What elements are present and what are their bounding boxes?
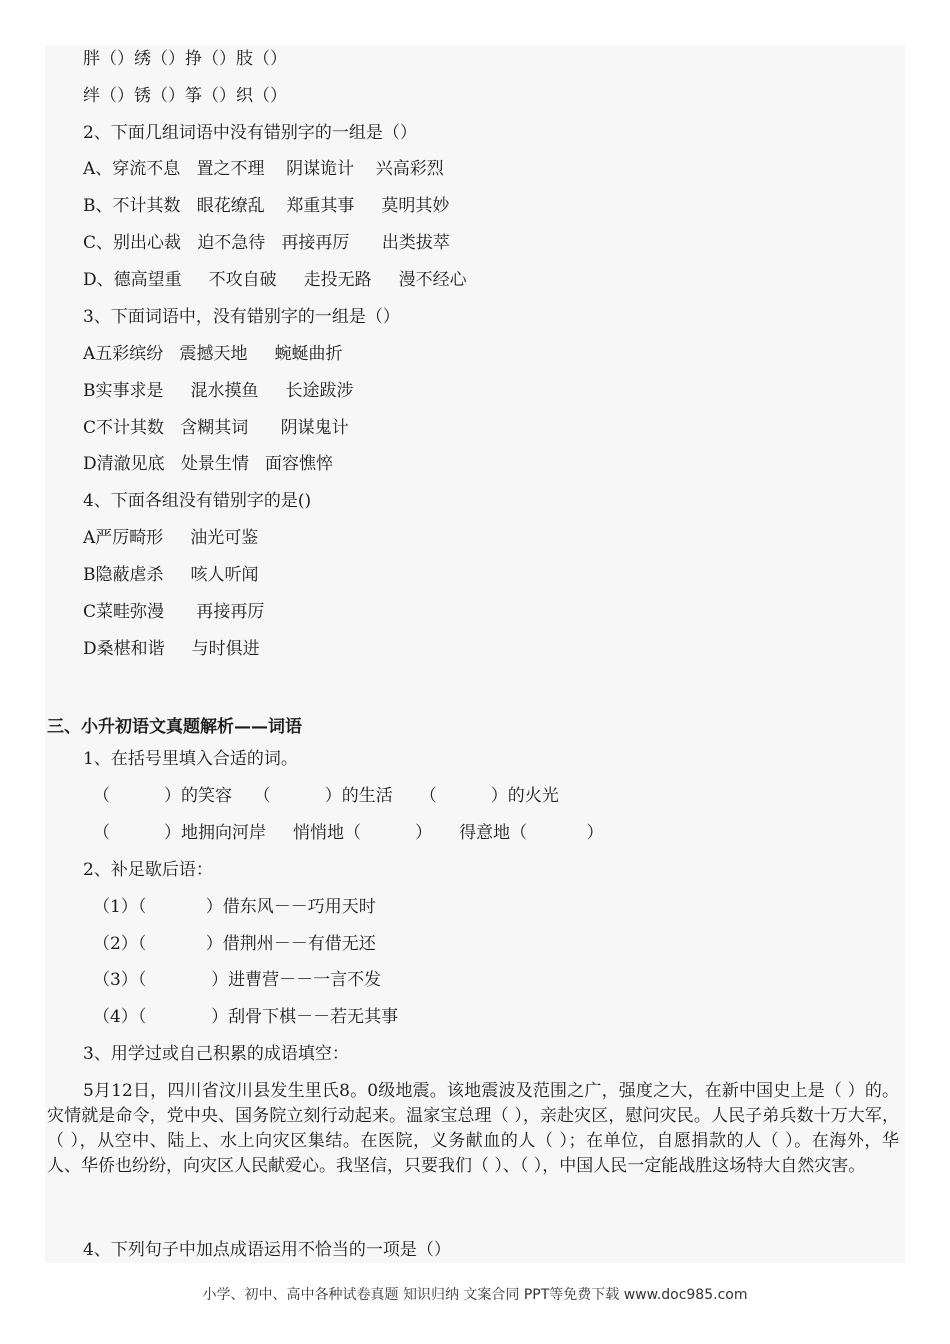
document-page bbox=[45, 45, 905, 1263]
fill-line: （4）（ ）刮骨下棋－－若无其事 bbox=[93, 1007, 399, 1027]
option-line: B实事求是 混水摸鱼 长途跋涉 bbox=[83, 381, 354, 401]
option-line: B隐蔽虐杀 咳人听闻 bbox=[83, 565, 259, 585]
option-line: C不计其数 含糊其词 阴谋鬼计 bbox=[83, 418, 349, 438]
option-line: D、德高望重 不攻自破 走投无路 漫不经心 bbox=[83, 270, 467, 290]
option-line: A、穿流不息 置之不理 阴谋诡计 兴高彩烈 bbox=[83, 159, 444, 179]
page-footer: 小学、初中、高中各种试卷真题 知识归纳 文案合同 PPT等免费下载 www.doc985.com bbox=[202, 1287, 748, 1303]
fill-paragraph: 5月12日，四川省汶川县发生里氏8。0级地震。该地震波及范围之广，强度之大，在新中国史上是（ ）的。灾情就是命令，党中央、国务院立刻行动起来。温家宝总理（ ），亲赴灾区，慰问灾民。人民子弟兵数十万大军，（ ），从空中、陆上、水上向灾区集结。在医院，义务献血的人（ ）；在单位，自愿捐款的人（ ）。在海外，华人、华侨也纷纷，向灾区人民献爱心。我坚信，只要我们（ ）、（ ），中国人民一定能战胜这场特大自然灾害。 bbox=[47, 1081, 899, 1176]
option-line: D桑椹和谐 与时俱进 bbox=[83, 639, 260, 659]
option-line: B、不计其数 眼花缭乱 郑重其事 莫明其妙 bbox=[83, 196, 450, 216]
fill-line: （ ）地拥向河岸 悄悄地（ ） 得意地（ ） bbox=[93, 823, 604, 843]
question-line: 3、下面词语中，没有错别字的一组是（） bbox=[83, 307, 400, 327]
fill-line: （1）（ ）借东风－－巧用天时 bbox=[93, 897, 376, 917]
option-line: D清澈见底 处景生情 面容憔悴 bbox=[83, 454, 334, 474]
question-line: 4、下面各组没有错别字的是() bbox=[83, 491, 312, 511]
option-line: A五彩缤纷 震撼天地 蜿蜒曲折 bbox=[83, 344, 343, 364]
fill-line: （3）（ ）进曹营－－一言不发 bbox=[93, 970, 382, 990]
option-line: A严厉畸形 油光可鉴 bbox=[83, 528, 259, 548]
question-line: 胖（）绣（）挣（）肢（） bbox=[83, 49, 287, 69]
fill-line: （ ）的笑容 （ ）的生活 （ ）的火光 bbox=[93, 786, 559, 806]
fill-line: （2）（ ）借荆州－－有借无还 bbox=[93, 934, 376, 954]
question-line: 3、用学过或自己积累的成语填空： bbox=[83, 1044, 349, 1064]
question-line: 4、下列句子中加点成语运用不恰当的一项是（） bbox=[83, 1240, 451, 1260]
option-line: C、别出心裁 迫不急待 再接再厉 出类拔萃 bbox=[83, 233, 450, 253]
question-line: 1、在括号里填入合适的词。 bbox=[83, 749, 298, 769]
question-line: 绊（）锈（）筝（）织（） bbox=[83, 86, 287, 106]
question-line: 2、补足歇后语： bbox=[83, 860, 213, 880]
section-heading: 三、小升初语文真题解析——词语 bbox=[47, 717, 302, 737]
question-line: 2、下面几组词语中没有错别字的一组是（） bbox=[83, 123, 417, 143]
option-line: C菜畦弥漫 再接再厉 bbox=[83, 602, 265, 622]
